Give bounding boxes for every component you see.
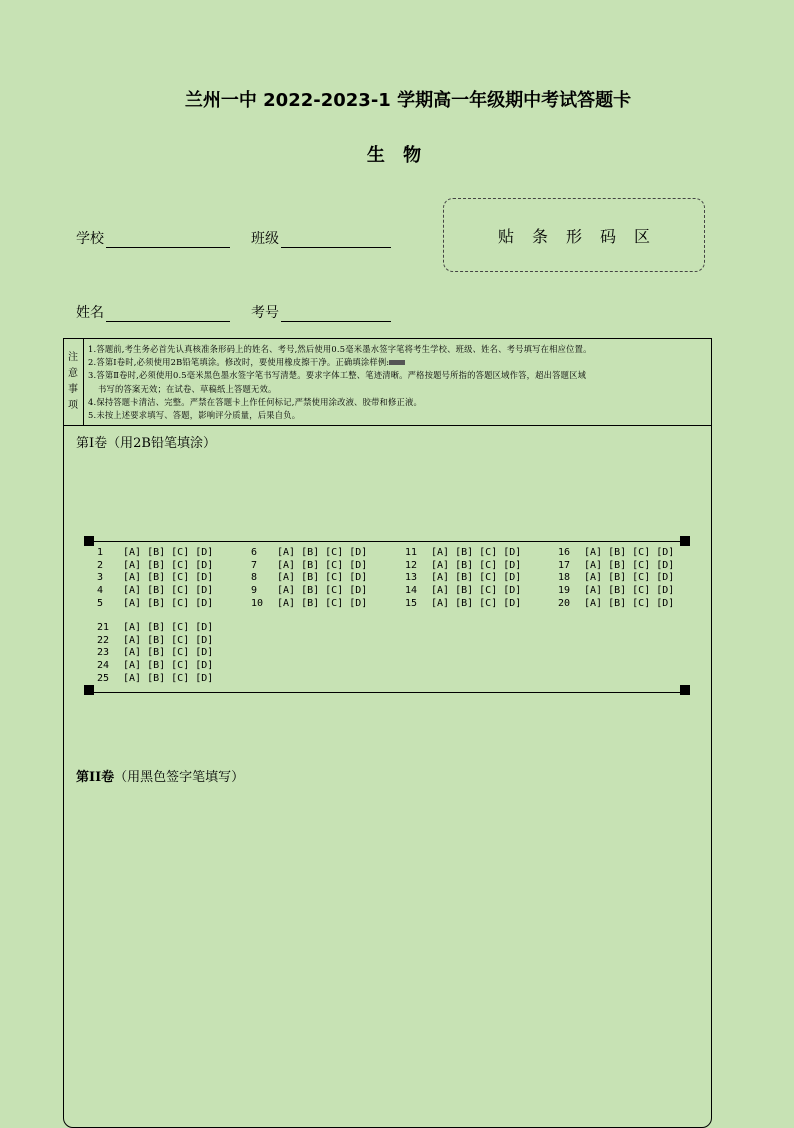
fill-sample-swatch xyxy=(389,360,405,365)
question-number: 19 xyxy=(558,585,571,597)
notice-line: 1.答题前,考生务必首先认真核准条形码上的姓名、考号,然后使用0.5毫米墨水签字笔将考生学校、班级、姓名、考号填写在相应位置。 xyxy=(88,344,592,354)
name-field[interactable] xyxy=(76,302,230,322)
question-number: 3 xyxy=(97,572,104,584)
subject-title: 生 物 xyxy=(366,145,428,166)
question-number: 7 xyxy=(251,559,258,571)
answer-options[interactable]: [A] [B] [C] [D] xyxy=(584,559,675,571)
question-number: 8 xyxy=(251,572,258,584)
question-row xyxy=(97,598,213,611)
question-number: 11 xyxy=(405,547,418,558)
registration-mark xyxy=(84,536,94,546)
question-row xyxy=(97,585,213,598)
question-number: 24 xyxy=(97,660,110,672)
registration-mark xyxy=(680,536,690,546)
question-number: 16 xyxy=(558,547,571,558)
answer-options[interactable]: [A] [B] [C] [D] xyxy=(431,572,522,584)
notice-label: 注 意 事 项 xyxy=(63,338,84,425)
answer-options[interactable]: [A] [B] [C] [D] xyxy=(123,572,214,584)
class-label: 班级 xyxy=(251,231,279,247)
answer-options[interactable]: [A] [B] [C] [D] xyxy=(584,597,675,609)
question-number: 1 xyxy=(97,547,104,558)
name-label: 姓名 xyxy=(76,305,104,321)
exam-no-input-line[interactable] xyxy=(281,307,391,322)
question-row xyxy=(97,660,213,673)
question-row xyxy=(97,622,213,635)
answer-options[interactable]: [A] [B] [C] [D] xyxy=(123,585,214,597)
answer-options[interactable]: [A] [B] [C] [D] xyxy=(123,547,214,558)
question-row xyxy=(405,585,521,598)
school-input-line[interactable] xyxy=(106,233,230,248)
question-number: 17 xyxy=(558,559,571,571)
question-number: 25 xyxy=(97,672,110,684)
question-number: 22 xyxy=(97,634,110,646)
notice-box xyxy=(63,338,712,426)
class-field[interactable] xyxy=(251,228,391,248)
answer-options[interactable]: [A] [B] [C] [D] xyxy=(277,559,368,571)
question-row xyxy=(251,585,367,598)
question-number: 12 xyxy=(405,559,418,571)
question-number: 23 xyxy=(97,647,110,659)
answer-options[interactable]: [A] [B] [C] [D] xyxy=(431,547,522,558)
registration-mark xyxy=(84,685,94,695)
question-row xyxy=(405,572,521,585)
question-row xyxy=(251,547,367,560)
question-row xyxy=(558,572,674,585)
notice-line: 书写的答案无效；在试卷、草稿纸上答题无效。 xyxy=(98,383,277,394)
answer-options[interactable]: [A] [B] [C] [D] xyxy=(584,572,675,584)
barcode-area xyxy=(443,198,705,272)
question-number: 21 xyxy=(97,622,110,633)
exam-no-label: 考号 xyxy=(251,305,279,321)
question-row xyxy=(251,598,367,611)
question-row xyxy=(558,560,674,573)
question-number: 13 xyxy=(405,572,418,584)
question-row xyxy=(97,635,213,648)
answer-options[interactable]: [A] [B] [C] [D] xyxy=(123,597,214,609)
question-number: 5 xyxy=(97,597,104,609)
answer-options[interactable]: [A] [B] [C] [D] xyxy=(431,559,522,571)
question-row xyxy=(97,547,213,560)
section-2-title: 第II卷（用黑色签字笔填写） xyxy=(76,770,245,785)
question-row xyxy=(251,560,367,573)
answer-options[interactable]: [A] [B] [C] [D] xyxy=(431,597,522,609)
question-row xyxy=(251,572,367,585)
answer-options[interactable]: [A] [B] [C] [D] xyxy=(123,559,214,571)
question-number: 20 xyxy=(558,597,571,609)
question-row xyxy=(97,560,213,573)
answer-options[interactable]: [A] [B] [C] [D] xyxy=(277,585,368,597)
question-row xyxy=(558,585,674,598)
question-row xyxy=(558,547,674,560)
notice-text xyxy=(84,338,712,425)
registration-mark xyxy=(680,685,690,695)
answer-options[interactable]: [A] [B] [C] [D] xyxy=(123,647,214,659)
answer-sheet-frame xyxy=(63,338,712,1128)
class-input-line[interactable] xyxy=(281,233,391,248)
answer-options[interactable]: [A] [B] [C] [D] xyxy=(123,634,214,646)
question-row xyxy=(558,598,674,611)
answer-options[interactable]: [A] [B] [C] [D] xyxy=(123,672,214,684)
school-label: 学校 xyxy=(76,231,104,247)
exam-no-field[interactable] xyxy=(251,302,391,322)
question-number: 6 xyxy=(251,547,258,558)
page-title: 兰州一中 2022-2023-1 学期高一年级期中考试答题卡 xyxy=(184,90,632,111)
question-row xyxy=(405,598,521,611)
notice-line: 5.未按上述要求填写、答题，影响评分质量，后果自负。 xyxy=(88,410,301,421)
notice-line: 3.答第Ⅱ卷时,必须使用0.5毫米黑色墨水签字笔书写清楚。要求字体工整、笔迹清晰。严格按题号所指的答题区域作答，超出答题区域 xyxy=(88,370,587,381)
question-number: 9 xyxy=(251,585,258,597)
answer-options[interactable]: [A] [B] [C] [D] xyxy=(584,547,675,558)
question-row xyxy=(405,547,521,560)
section-1-title: 第Ⅰ卷（用2B铅笔填涂） xyxy=(76,436,216,451)
answer-options[interactable]: [A] [B] [C] [D] xyxy=(584,585,675,597)
answer-options[interactable]: [A] [B] [C] [D] xyxy=(123,660,214,672)
question-row xyxy=(97,647,213,660)
name-input-line[interactable] xyxy=(106,307,230,322)
answer-options[interactable]: [A] [B] [C] [D] xyxy=(431,585,522,597)
question-number: 18 xyxy=(558,572,571,584)
question-number: 4 xyxy=(97,585,104,597)
barcode-label: 贴条形码区 xyxy=(497,226,668,246)
question-number: 2 xyxy=(97,559,104,571)
question-number: 15 xyxy=(405,597,418,609)
notice-line: 4.保持答题卡清洁、完整。严禁在答题卡上作任何标记,严禁使用涂改液、胶带和修正液。 xyxy=(88,396,423,407)
answer-options[interactable]: [A] [B] [C] [D] xyxy=(277,547,368,558)
question-number: 10 xyxy=(251,597,264,609)
question-row xyxy=(97,673,213,686)
answer-options[interactable]: [A] [B] [C] [D] xyxy=(277,572,368,584)
question-row xyxy=(97,572,213,585)
notice-line: 2.答第Ⅰ卷时,必须使用2B铅笔填涂。修改时，要使用橡皮擦干净。正确填涂样例: xyxy=(88,356,708,369)
answer-options[interactable]: [A] [B] [C] [D] xyxy=(277,597,368,609)
question-row xyxy=(405,560,521,573)
answer-options[interactable]: [A] [B] [C] [D] xyxy=(123,622,214,633)
school-field[interactable] xyxy=(76,228,230,248)
question-number: 14 xyxy=(405,585,418,597)
